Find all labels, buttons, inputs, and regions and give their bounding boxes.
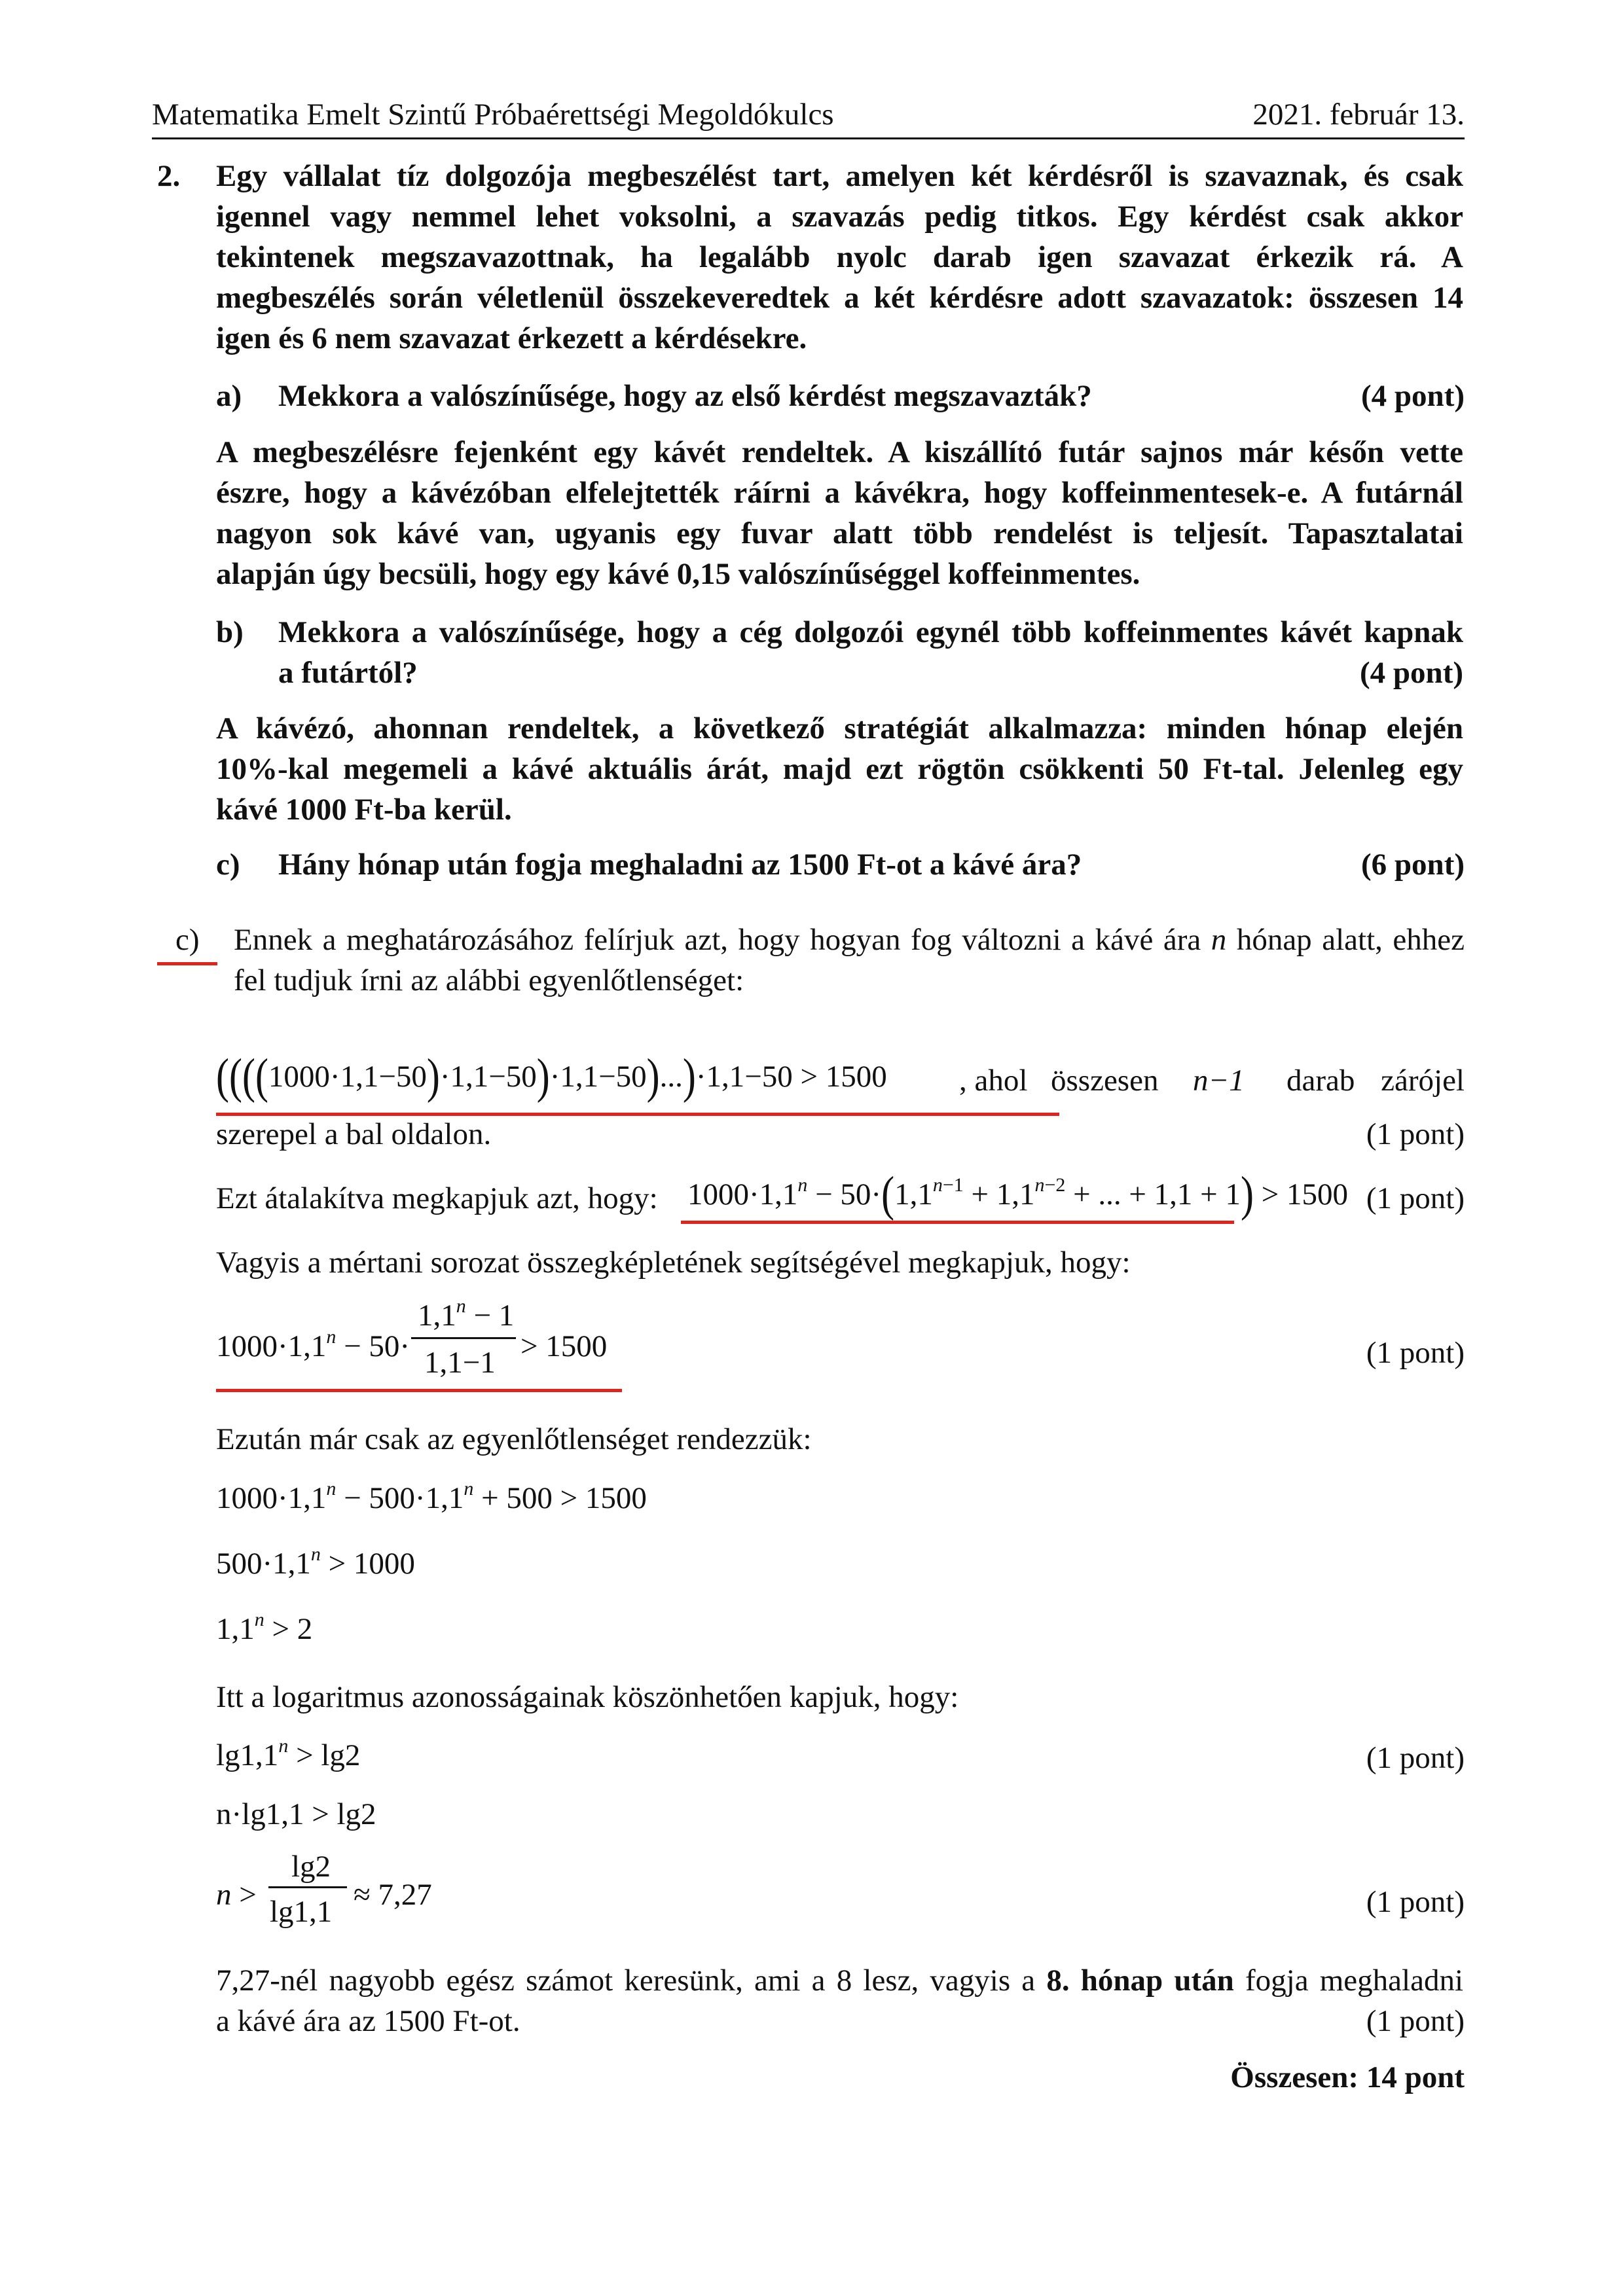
header-title: Matematika Emelt Szintű Próbaérettségi Megoldókulcs [152,98,834,132]
part-c-label: c) [216,848,240,882]
part-a-question: Mekkora a valószínűsége, hogy az első kérdést megszavazták? [278,379,1092,413]
conclusion-line-1 [216,1960,1463,2001]
header-rule [152,137,1465,139]
part-b-question [278,612,1463,693]
problem-statement [216,156,1463,359]
eq-part: 1000·1,1 [216,1481,327,1515]
total-points: Összesen: 14 pont [1230,2060,1465,2094]
header-date: 2021. február 13. [1252,98,1465,132]
equation-step: $1,1^n > 2$ [216,1609,313,1646]
problem-line: Egy vállalat tíz dolgozója megbeszélést tart, amelyen két kérdésről is szavaznak, és csak [216,159,1463,193]
red-underline [157,962,217,965]
red-underline [216,1389,622,1392]
right-paren: ) [682,1049,696,1103]
approx-result: ≈ 7,27 [354,1878,432,1912]
problem-line: megbeszélés során véletlenül összekeveredtek a két kérdésre adott szavazatok: összesen 14 [216,281,1463,315]
solution-label: c) [175,923,200,957]
paragraph-line: kávé 1000 Ft-ba kerül. [216,793,512,827]
fraction-bar [411,1337,516,1339]
equation-step: $500\cdot 1,1^n > 1000$ [216,1543,415,1581]
equation-nested-parentheses [216,1049,887,1103]
red-underline [681,1221,1234,1224]
points: (1 pont) [1366,1336,1465,1370]
problem-line: igen és 6 nem szavazat érkezett a kérdésekre. [216,321,807,355]
text-fragment: hónap alatt, ehhez [1226,923,1465,957]
problem-line: igennel vagy nemmel lehet voksolni, a szavazás pedig titkos. Egy kérdést csak akkor [216,200,1463,234]
solution-intro-line-1 [234,920,1465,960]
solution-line: Vagyis a mértani sorozat összegképletének segítségével megkapjuk, hogy: [216,1246,1131,1280]
eq1-text: n−1 [1193,1064,1245,1098]
points: (1 pont) [1366,2004,1465,2038]
variable-n: n [1211,923,1227,957]
equation-step: $\lg 1,1^n > \lg 2$ [216,1735,361,1772]
paragraph-line: A megbeszélésre fejenként egy kávét rendeltek. A kiszállító futár sajnos már későn vette [216,435,1463,469]
fraction-denominator: lg1,1 [270,1895,333,1929]
conclusion-line-2: a kávé ára az 1500 Ft-ot. [216,2004,520,2038]
inequality-rhs: > 1500 [520,1329,608,1363]
solution-line: Ezután már csak az egyenlőtlenséget rendezzük: [216,1422,812,1456]
equation-step: $1000\cdot 1,1^n - 500\cdot 1,1^n + 500 > 1500$ [216,1478,647,1515]
points: (1 pont) [1366,1181,1465,1215]
part-b-line: Mekkora a valószínűsége, hogy a cég dolgozói egynél több koffeinmentes kávét kapnak [278,615,1463,649]
eq-part: 500·1,1 [216,1547,311,1581]
problem-number: 2. [157,159,181,193]
part-b-points: (4 pont) [1360,656,1463,690]
equation-geometric-sum: $1000\cdot 1,1^n - 50\cdot$ [216,1326,410,1363]
eq-part: 1000·1,1−50 [268,1060,427,1094]
eq-part: lg1,1 [216,1738,279,1772]
paragraph-line: A kávézó, ahonnan rendeltek, a következő stratégiát alkalmazza: minden hónap elején [216,711,1463,745]
eq-part: ·1,1−50 > 1500 [695,1060,887,1094]
text-fragment: fogja meghaladni [1233,1964,1464,1998]
eq1-text: , ahol [959,1064,1028,1098]
eq-part: ... [659,1060,683,1094]
problem-paragraph-3 [216,708,1463,830]
text-fragment: 7,27-nél nagyobb egész számot keresünk, ami a 8 lesz, vagyis a [216,1964,1047,1998]
eq1-text: összesen [1051,1064,1159,1098]
paragraph-line: észre, hogy a kávézóban elfelejtették ráírni a kávékra, hogy koffeinmentesek-e. A futárnál [216,476,1463,510]
eq-part: ·1,1−50 [439,1060,537,1094]
solution-intro-line-2: fel tudjuk írni az alábbi egyenlőtlenséget: [234,963,744,997]
eq-part: ·1,1−50 [549,1060,647,1094]
right-paren: ) [536,1049,550,1103]
part-c-points: (6 pont) [1361,848,1465,882]
solution-line: Ezt átalakítva megkapjuk azt, hogy: [216,1181,658,1215]
equation-step: n·lg1,1 > lg2 [216,1797,376,1831]
fraction-denominator: 1,1−1 [424,1346,496,1380]
points: (1 pont) [1366,1885,1465,1919]
equation-sum: $1000\cdot 1,1^n - 50\cdot(1,1^{n-1} + 1,1^{n-2}$ + ... + 1,1 + 1) > 1500 [687,1166,1348,1221]
points: (1 pont) [1366,1117,1465,1151]
right-paren: ) [646,1049,660,1103]
paragraph-line: alapján úgy becsüli, hogy egy kávé 0,15 valószínűséggel koffeinmentes. [216,557,1140,591]
part-a-label: a) [216,379,242,413]
part-b-line-2 [278,653,1463,693]
problem-line: tekintenek megszavazottnak, ha legalább nyolc darab igen szavazat érkezik rá. A [216,240,1463,274]
text-fragment: Ennek a meghatározásához felírjuk azt, hogy hogyan fog változni a kávé ára [234,923,1211,957]
part-b-label: b) [216,615,244,649]
eq1-text: darab [1286,1064,1355,1098]
answer-bold: 8. hónap után [1046,1964,1234,1998]
paragraph-line: 10%-kal megemeli a kávé aktuális árát, majd ezt rögtön csökkenti 50 Ft-tal. Jelenleg egy [216,752,1463,786]
eq-part: 1,1 [216,1612,255,1646]
numerator-text: 1,1 [418,1299,456,1333]
eq1-text: zárójel [1381,1064,1465,1098]
points: (1 pont) [1366,1741,1465,1775]
part-b-line: a futártól? [278,656,418,690]
part-c-question: Hány hónap után fogja meghaladni az 1500 Ft-ot a kávé ára? [278,848,1082,882]
solution-line: Itt a logaritmus azonosságainak köszönhetően kapjuk, hogy: [216,1680,959,1714]
fraction-numerator: lg2 [291,1850,331,1884]
left-parentheses: (((( [216,1049,268,1103]
equation-step: n > [216,1878,257,1912]
solution-line: szerepel a bal oldalon. [216,1117,492,1151]
right-paren: ) [426,1049,440,1103]
paragraph-line: nagyon sok kávé van, ugyanis egy fuvar alatt több rendelést is teljesít. Tapasztalatai [216,516,1463,550]
problem-paragraph-2 [216,432,1463,594]
fraction-numerator: $1,1^n - 1$ [418,1295,515,1333]
fraction-bar [268,1886,347,1888]
part-a-points: (4 pont) [1361,379,1465,413]
